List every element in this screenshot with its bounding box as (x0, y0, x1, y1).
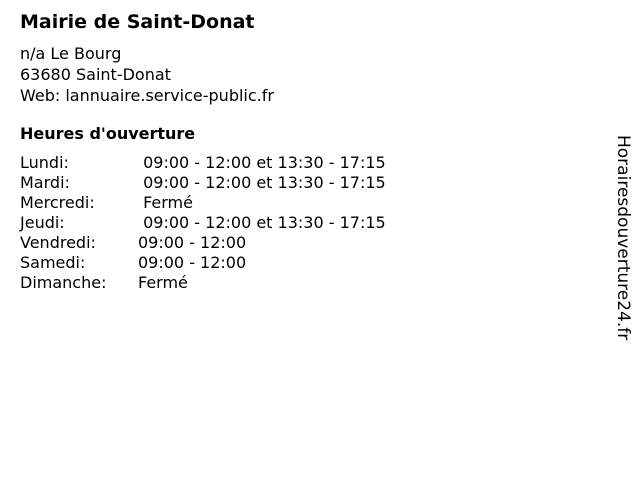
address-block (20, 43, 274, 106)
address-city: 63680 Saint-Donat (20, 65, 171, 84)
hours-row-thursday (20, 213, 386, 233)
day-label: Dimanche: (20, 273, 107, 292)
hours-row-saturday (20, 253, 386, 273)
day-label: Samedi: (20, 253, 86, 272)
day-hours: Fermé (138, 193, 193, 212)
day-hours: 09:00 - 12:00 (138, 253, 247, 272)
day-label: Mardi: (20, 173, 70, 192)
day-hours: 09:00 - 12:00 et 13:30 - 17:15 (138, 213, 386, 232)
day-hours: 09:00 - 12:00 (138, 233, 247, 252)
day-hours: Fermé (138, 273, 188, 292)
hours-row-monday (20, 153, 386, 173)
day-hours: 09:00 - 12:00 et 13:30 - 17:15 (138, 153, 386, 172)
place-title: Mairie de Saint-Donat (20, 11, 255, 33)
hours-row-wednesday (20, 193, 386, 213)
site-watermark: Horairesdouverture24.fr (613, 135, 633, 341)
opening-hours-heading: Heures d'ouverture (20, 124, 196, 143)
day-label: Jeudi: (20, 213, 65, 232)
hours-row-sunday (20, 273, 386, 293)
day-label: Mercredi: (20, 193, 95, 212)
address-street: n/a Le Bourg (20, 44, 122, 63)
hours-row-tuesday (20, 173, 386, 193)
website-line: Web: lannuaire.service-public.fr (20, 86, 274, 105)
day-label: Vendredi: (20, 233, 96, 252)
day-label: Lundi: (20, 153, 69, 172)
opening-hours-table (20, 153, 386, 293)
hours-row-friday (20, 233, 386, 253)
day-hours: 09:00 - 12:00 et 13:30 - 17:15 (138, 173, 386, 192)
